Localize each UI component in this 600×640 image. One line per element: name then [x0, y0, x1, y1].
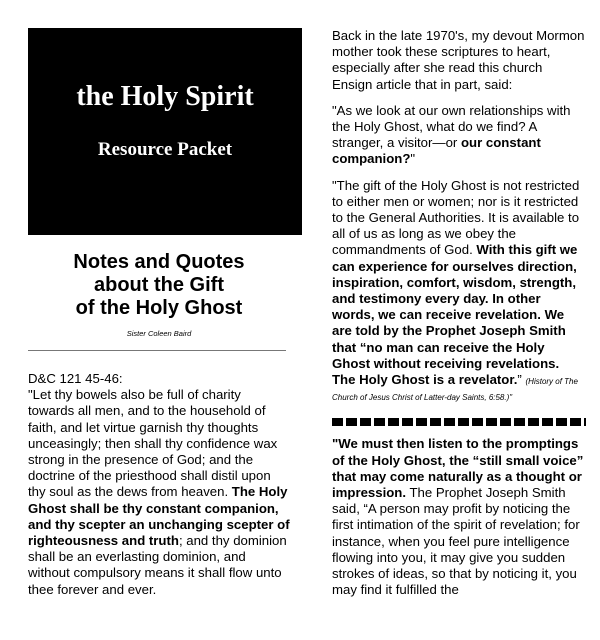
author-name: Sister Coleen Baird: [126, 329, 192, 338]
divider-line: [28, 350, 286, 351]
quote2-citation: (History of The Church of Jesus Christ of Latter-day Saints, 6:58.)": [332, 377, 578, 403]
quote2-close: ”: [517, 372, 522, 388]
scripture-text-end: ; and thy dominion shall be an everlasting dominion, and without compulsory means it shall flow unto thee forever and ever.: [28, 533, 287, 597]
quote3-emphasis: "We must then listen to the promptings of the Holy Ghost, the “still small voice” that may come naturally as a thought or impression.: [332, 436, 584, 501]
scripture-reference: D&C 121 45-46:: [28, 371, 123, 386]
quote2-emphasis: With this gift we can experience for ourselves direction, inspiration, comfort, wisdom, strength, and testimony every day. In other words, we can receive revelation. We are told by the Prophet Joseph Smith that “no man can receive the Holy Ghost without receiving revelations. The Holy Ghost is a revelator.: [332, 242, 578, 388]
scripture-emphasis: The Holy Ghost shall be thy constant companion, and thy scepter an unchanging scepter of righteousness and truth: [28, 484, 290, 549]
quote1-emphasis: our constant companion?: [332, 135, 541, 167]
ensign-quote-2: [332, 178, 586, 405]
quote1-end: ": [410, 151, 416, 167]
promptings-paragraph: [332, 436, 586, 598]
scripture-quote: [28, 387, 290, 598]
document-title: Notes and Quotes about the Gift of the Holy Ghost: [73, 251, 245, 319]
intro-paragraph: Back in the late 1970's, my devout Mormon mother took these scriptures to heart, especially after she read this church Ensign article that in part, said:: [332, 28, 585, 92]
scripture-text: "Let thy bowels also be full of charity towards all men, and to the household of faith, and let virtue garnish thy thoughts unceasingly; then shall thy confidence wax strong in the presence of God; and the doctrine of the priesthood shall distil upon thy soul as the dews from heaven.: [28, 387, 278, 500]
banner-title: the Holy Spirit: [76, 81, 254, 112]
quote1-text: "As we look at our own relationships with the Holy Ghost, what do we find? A stranger, a visitor—or: [332, 102, 571, 151]
title-banner: [28, 28, 302, 235]
right-column: [332, 28, 586, 599]
quote2-text: "The gift of the Holy Ghost is not restricted to either men or women; nor is it restricted to the General Authorities. It is available to all of us as long as we obey the commandments of God.: [332, 177, 580, 258]
quote3-text: The Prophet Joseph Smith said, “A person may profit by noticing the first intimation of the spirit of revelation; for instance, when you feel pure intelligence flowing into you, it may give you sudden strokes of ideas, so that by noticing it, you may find it fulfilled the: [332, 485, 580, 598]
left-column: [28, 28, 290, 598]
ensign-quote-1: [332, 103, 586, 168]
banner-subtitle: Resource Packet: [97, 139, 233, 160]
dashed-divider: [332, 418, 586, 426]
